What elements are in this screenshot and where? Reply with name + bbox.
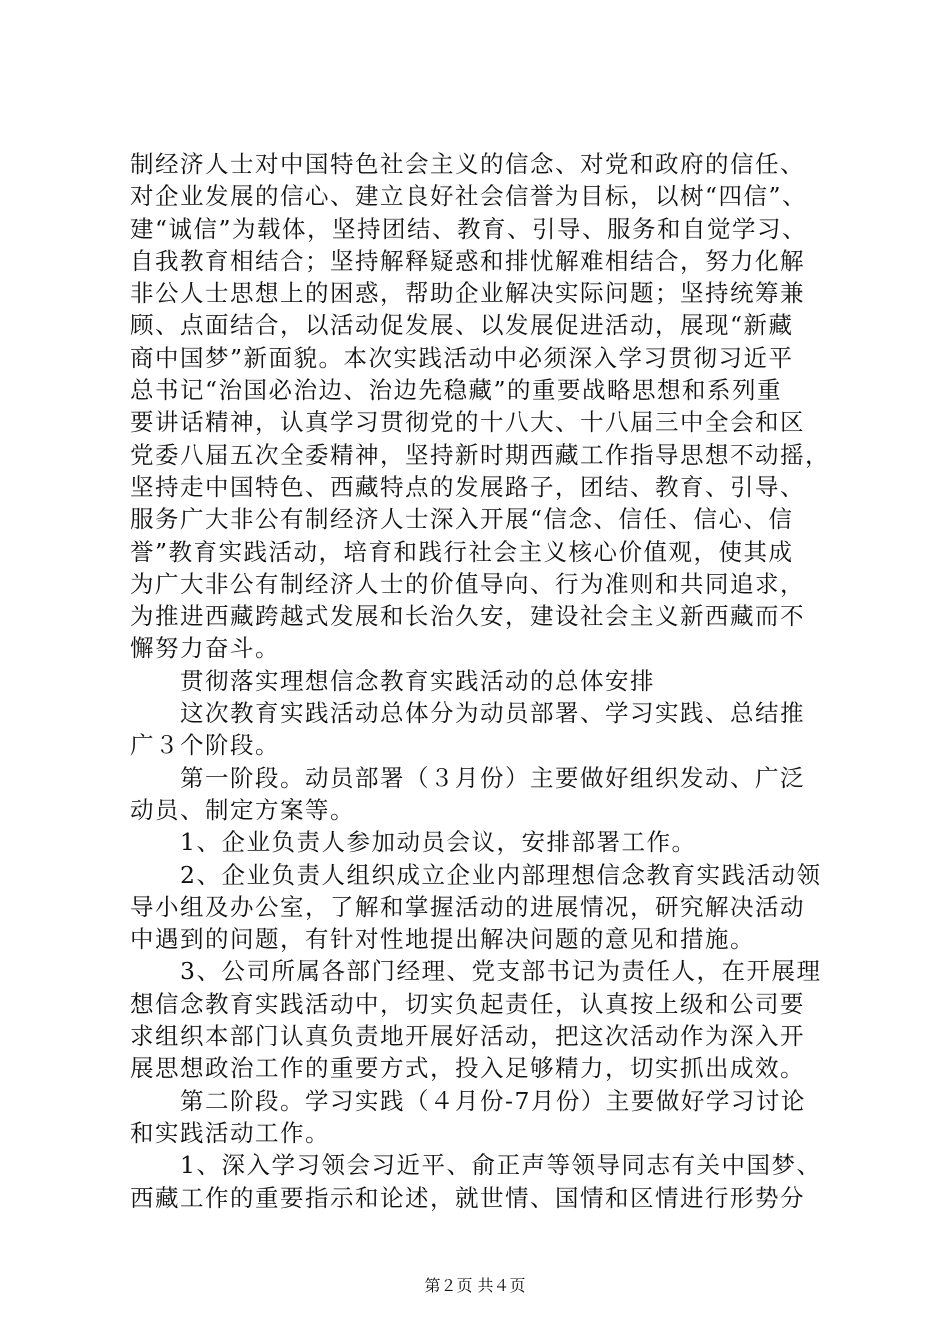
document-body <box>130 148 830 1214</box>
text-line: 第二阶段。学习实践（４月份-7月份）主要做好学习讨论 <box>180 1086 806 1115</box>
page-footer: 第２页 共４页 <box>424 1276 526 1295</box>
text-line: 求组织本部门认真负责地开展好活动，把这次活动作为深入开 <box>130 1022 805 1051</box>
text-line: 贯彻落实理想信念教育实践活动的总体安排 <box>180 666 655 695</box>
text-line: 坚持走中国特色、西藏特点的发展路子，团结、教育、引导、 <box>130 472 805 501</box>
text-line: 1、企业负责人参加动员会议，安排部署工作。 <box>180 828 697 857</box>
text-line: 对企业发展的信心、建立良好社会信誉为目标，以树“四信”、 <box>130 182 808 211</box>
text-line: 3、公司所属各部门经理、党支部书记为责任人，在开展理 <box>180 957 822 986</box>
text-line: 服务广大非公有制经济人士深入开展“信念、信任、信心、信 <box>130 505 794 534</box>
text-line: 非公人士思想上的困惑，帮助企业解决实际问题；坚持统筹兼 <box>130 279 805 308</box>
text-line: 要讲话精神，认真学习贯彻党的十八大、十八届三中全会和区 <box>130 408 805 437</box>
text-line: 1、深入学习领会习近平、俞正声等领导同志有关中国梦、 <box>180 1151 822 1180</box>
text-line: 想信念教育实践活动中，切实负起责任，认真按上级和公司要 <box>130 989 805 1018</box>
text-line: 导小组及办公室，了解和掌握活动的进展情况，研究解决活动 <box>130 892 805 921</box>
text-line: 2、企业负责人组织成立企业内部理想信念教育实践活动领 <box>180 860 822 889</box>
text-line: 广３个阶段。 <box>130 731 280 760</box>
text-line: 动员、制定方案等。 <box>130 795 355 824</box>
text-line: 党委八届五次全委精神，坚持新时期西藏工作指导思想不动摇， <box>130 440 830 469</box>
text-line: 制经济人士对中国特色社会主义的信念、对党和政府的信任、 <box>130 150 805 178</box>
text-line: 誉”教育实践活动，培育和践行社会主义核心价值观，使其成 <box>130 537 794 566</box>
text-line: 自我教育相结合；坚持解释疑惑和排忧解难相结合，努力化解 <box>130 246 805 275</box>
text-line: 西藏工作的重要指示和论述，就世情、国情和区情进行形势分 <box>130 1183 805 1212</box>
text-line: 为推进西藏跨越式发展和长治久安，建设社会主义新西藏而不 <box>130 602 805 631</box>
text-line: 建“诚信”为载体，坚持团结、教育、引导、服务和自觉学习、 <box>130 214 808 243</box>
text-line: 懈努力奋斗。 <box>130 634 280 663</box>
text-line: 第一阶段。动员部署（３月份）主要做好组织发动、广泛 <box>180 763 805 792</box>
text-line: 总书记“治国必治边、治边先稳藏”的重要战略思想和系列重 <box>130 376 783 405</box>
text-line: 和实践活动工作。 <box>130 1118 330 1147</box>
text-line: 商中国梦”新面貌。本次实践活动中必须深入学习贯彻习近平 <box>130 343 794 372</box>
text-line: 中遇到的问题，有针对性地提出解决问题的意见和措施。 <box>130 925 755 954</box>
text-line: 这次教育实践活动总体分为动员部署、学习实践、总结推 <box>180 699 805 728</box>
text-line: 展思想政治工作的重要方式，投入足够精力，切实抓出成效。 <box>130 1054 805 1083</box>
text-line: 顾、点面结合，以活动促发展、以发展促进活动，展现“新藏 <box>130 311 794 340</box>
text-line: 为广大非公有制经济人士的价值导向、行为准则和共同追求， <box>130 569 805 598</box>
